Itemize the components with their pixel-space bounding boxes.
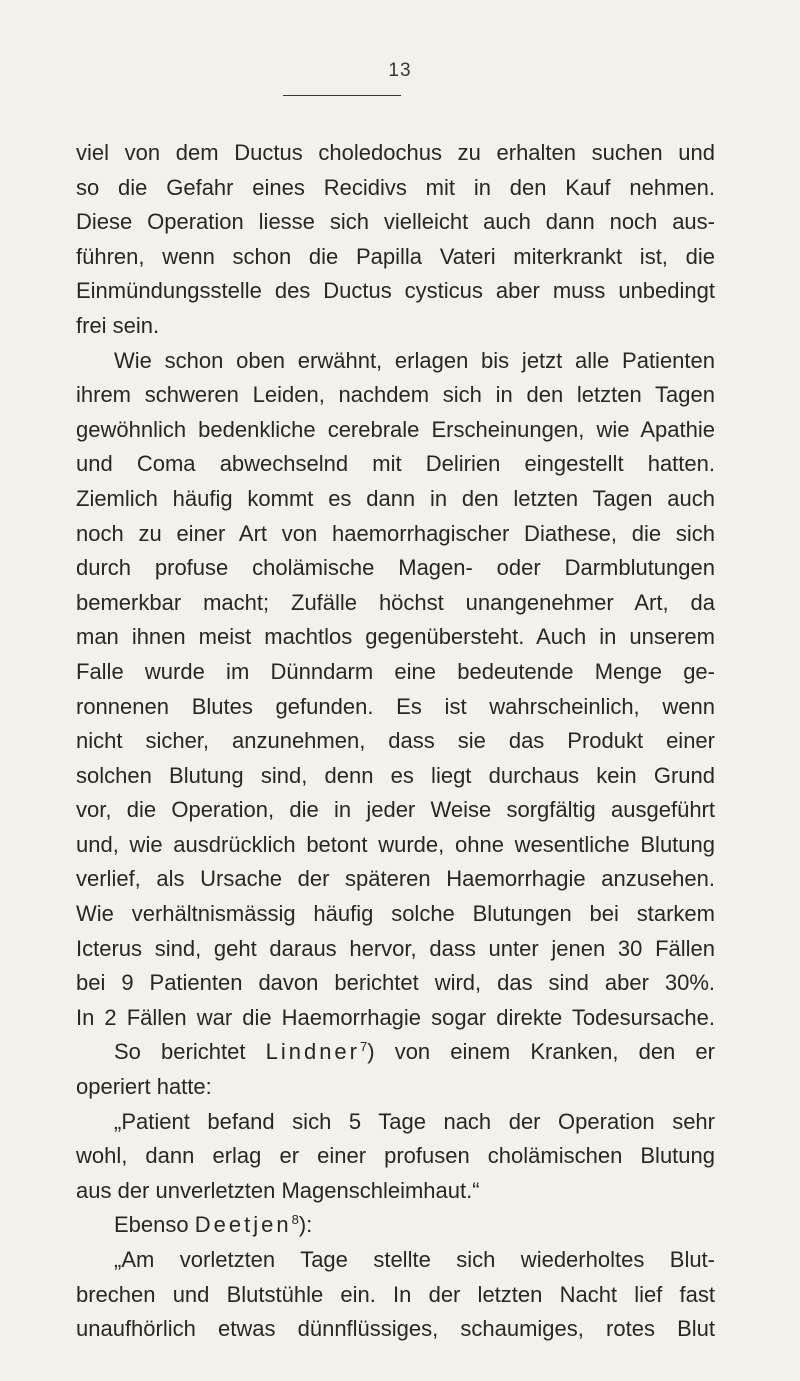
text-line: und, wie ausdrücklich betont wurde, ohne wesentliche Blutung bbox=[76, 831, 715, 857]
text-line: viel von dem Ductus choledochus zu erhalten suchen und bbox=[76, 140, 715, 165]
author-name: Lindner bbox=[265, 1039, 360, 1065]
text-fragment: Ebenso bbox=[114, 1212, 195, 1238]
text-line: frei sein. bbox=[76, 312, 160, 338]
text-line: und Coma abwechselnd mit Delirien eingestellt hatten. bbox=[76, 451, 715, 477]
text-line: gewöhnlich bedenkliche cerebrale Erscheinungen, wie Apathie bbox=[76, 416, 715, 442]
author-name: Deetjen bbox=[194, 1212, 292, 1238]
quote-line: „Patient befand sich 5 Tage nach der Operation sehr bbox=[114, 1108, 715, 1134]
text-fragment: ) von einem Kranken, den er bbox=[367, 1039, 715, 1065]
text-line: Icterus sind, geht daraus hervor, dass unter jenen 30 Fällen bbox=[76, 935, 715, 961]
quote-line: brechen und Blutstühle ein. In der letzten Nacht lief fast bbox=[76, 1281, 715, 1307]
quote-line: unaufhörlich etwas dünnflüssiges, schaumiges, rotes Blut bbox=[76, 1316, 715, 1342]
text-line: Wie verhältnismässig häufig solche Blutungen bei starkem bbox=[76, 901, 715, 927]
text-line: Wie schon oben erwähnt, erlagen bis jetzt alle Patienten bbox=[114, 347, 715, 373]
text-line: Ziemlich häufig kommt es dann in den letzten Tagen auch bbox=[76, 485, 715, 511]
text-fragment: So berichtet bbox=[114, 1039, 266, 1065]
text-line: führen, wenn schon die Papilla Vateri miterkrankt ist, die bbox=[76, 243, 715, 269]
text-line: operiert hatte: bbox=[76, 1074, 212, 1100]
text-line: In 2 Fällen war die Haemorrhagie sogar direkte Todesursache. bbox=[76, 1004, 715, 1030]
text-line: ihrem schweren Leiden, nachdem sich in den letzten Tagen bbox=[76, 382, 715, 408]
header-rule bbox=[283, 95, 401, 96]
quote-line: wohl, dann erlag er einer profusen cholämischen Blutung bbox=[76, 1143, 715, 1169]
text-line: bei 9 Patienten davon berichtet wird, das sind aber 30%. bbox=[76, 970, 715, 996]
footnote-ref: 7 bbox=[359, 1039, 368, 1055]
text-fragment: ): bbox=[298, 1212, 313, 1238]
text-line-lindner bbox=[76, 1035, 715, 1070]
text-line: ronnenen Blutes gefunden. Es ist wahrscheinlich, wenn bbox=[76, 693, 715, 719]
body-text bbox=[76, 136, 715, 1347]
text-line: Diese Operation liesse sich vielleicht auch dann noch aus- bbox=[76, 209, 715, 235]
text-line: Einmündungsstelle des Ductus cysticus aber muss unbedingt bbox=[76, 278, 715, 304]
text-line: nicht sicher, anzunehmen, dass sie das Produkt einer bbox=[76, 728, 715, 754]
text-line: durch profuse cholämische Magen- oder Darmblutungen bbox=[76, 555, 715, 581]
text-line: Falle wurde im Dünndarm eine bedeutende Menge ge- bbox=[76, 658, 715, 684]
text-line: verlief, als Ursache der späteren Haemorrhagie anzusehen. bbox=[76, 866, 715, 892]
page-number: 13 bbox=[388, 60, 412, 81]
quote-line: aus der unverletzten Magenschleimhaut.“ bbox=[76, 1177, 480, 1203]
text-line: bemerkbar macht; Zufälle höchst unangenehmer Art, da bbox=[76, 589, 715, 615]
quote-line: „Am vorletzten Tage stellte sich wiederholtes Blut- bbox=[114, 1247, 715, 1272]
text-line: noch zu einer Art von haemorrhagischer Diathese, die sich bbox=[76, 520, 715, 546]
text-line: man ihnen meist machtlos gegenübersteht. Auch in unserem bbox=[76, 624, 715, 650]
footnote-ref: 8 bbox=[291, 1212, 299, 1228]
text-line: solchen Blutung sind, denn es liegt durchaus kein Grund bbox=[76, 762, 715, 788]
text-line: so die Gefahr eines Recidivs mit in den Kauf nehmen. bbox=[76, 174, 715, 200]
text-line: vor, die Operation, die in jeder Weise sorgfältig ausgeführt bbox=[76, 797, 715, 823]
text-line-deetjen bbox=[76, 1208, 715, 1243]
